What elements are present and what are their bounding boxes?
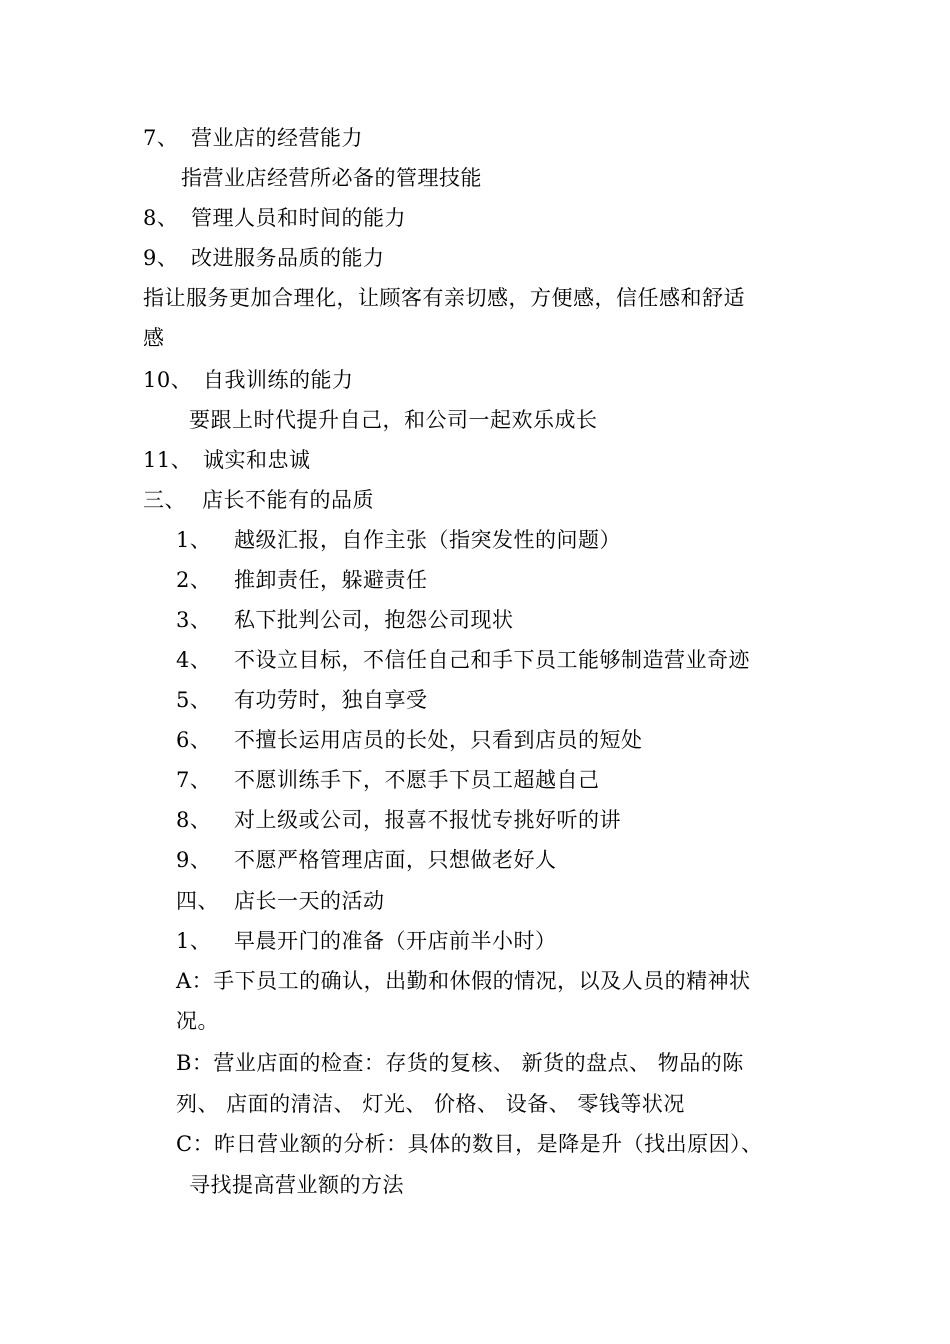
item-number: 8、 <box>143 206 179 230</box>
item-number: 9、 <box>143 246 179 270</box>
section-heading <box>143 486 374 514</box>
paragraph-text: 寻找提高营业额的方法 <box>189 1173 404 1197</box>
item-text: 越级汇报，自作主张（指突发性的问题） <box>234 528 621 552</box>
item-number: 9、 <box>176 848 212 872</box>
list-item <box>143 204 406 232</box>
item-text: 不擅长运用店员的长处，只看到店员的短处 <box>234 728 643 752</box>
item-number: 4、 <box>176 648 212 672</box>
item-text: 早晨开门的准备（开店前半小时） <box>234 929 557 953</box>
section-title: 店长不能有的品质 <box>202 488 374 512</box>
paragraph-text: 况。 <box>176 1009 219 1033</box>
paragraph <box>143 284 745 312</box>
item-number: 6、 <box>176 728 212 752</box>
item-number: 7、 <box>176 768 212 792</box>
list-item <box>176 806 621 834</box>
item-text: 不愿训练手下，不愿手下员工超越自己 <box>234 768 600 792</box>
item-text: 营业店的经营能力 <box>191 126 363 150</box>
paragraph <box>189 406 598 434</box>
list-item <box>176 566 428 594</box>
item-text: 自我训练的能力 <box>203 368 354 392</box>
item-number: 8、 <box>176 808 212 832</box>
paragraph-text: B：营业店面的检查：存货的复核、 新货的盘点、 物品的陈 <box>176 1051 744 1075</box>
item-text: 管理人员和时间的能力 <box>191 206 406 230</box>
list-item <box>143 124 363 152</box>
paragraph-text: 指让服务更加合理化，让顾客有亲切感，方便感，信任感和舒适 <box>143 286 745 310</box>
item-number: 5、 <box>176 688 212 712</box>
item-number: 11、 <box>143 448 193 472</box>
list-item <box>176 526 621 554</box>
paragraph <box>176 1007 219 1035</box>
list-item <box>143 446 311 474</box>
list-item <box>176 646 750 674</box>
paragraph <box>176 1049 744 1077</box>
list-item <box>143 366 354 394</box>
item-number: 1、 <box>176 929 212 953</box>
list-item <box>176 927 557 955</box>
item-number: 3、 <box>176 608 212 632</box>
item-text: 推卸责任，躲避责任 <box>234 568 428 592</box>
list-item <box>176 606 514 634</box>
paragraph-text: 感 <box>143 326 165 350</box>
paragraph-text: A：手下员工的确认，出勤和休假的情况，以及人员的精神状 <box>176 969 751 993</box>
list-item <box>176 846 557 874</box>
list-item <box>176 766 600 794</box>
item-number: 10、 <box>143 368 193 392</box>
item-number: 7、 <box>143 126 179 150</box>
item-text: 诚实和忠诚 <box>203 448 311 472</box>
item-text: 不愿严格管理店面，只想做老好人 <box>234 848 557 872</box>
section-number: 四、 <box>176 889 219 913</box>
paragraph <box>189 1171 404 1199</box>
paragraph <box>143 324 165 352</box>
item-text: 有功劳时，独自享受 <box>234 688 428 712</box>
list-item <box>176 726 643 754</box>
section-title: 店长一天的活动 <box>234 889 385 913</box>
item-number: 2、 <box>176 568 212 592</box>
paragraph-text: 列、 店面的清洁、 灯光、 价格、 设备、 零钱等状况 <box>176 1092 685 1116</box>
list-item <box>143 244 385 272</box>
item-text: 对上级或公司，报喜不报忧专挑好听的讲 <box>234 808 621 832</box>
item-text: 私下批判公司，抱怨公司现状 <box>234 608 514 632</box>
section-heading <box>176 887 385 915</box>
paragraph-text: 指营业店经营所必备的管理技能 <box>181 166 482 190</box>
paragraph-text: 要跟上时代提升自己，和公司一起欢乐成长 <box>189 408 598 432</box>
list-item <box>176 686 428 714</box>
item-text: 不设立目标，不信任自己和手下员工能够制造营业奇迹 <box>234 648 750 672</box>
paragraph-text: C：昨日营业额的分析：具体的数目，是降是升（找出原因）、 <box>176 1132 763 1156</box>
paragraph <box>176 1130 763 1158</box>
paragraph <box>176 1090 685 1118</box>
section-number: 三、 <box>143 488 186 512</box>
item-number: 1、 <box>176 528 212 552</box>
paragraph <box>176 967 751 995</box>
paragraph <box>181 164 482 192</box>
item-text: 改进服务品质的能力 <box>191 246 385 270</box>
